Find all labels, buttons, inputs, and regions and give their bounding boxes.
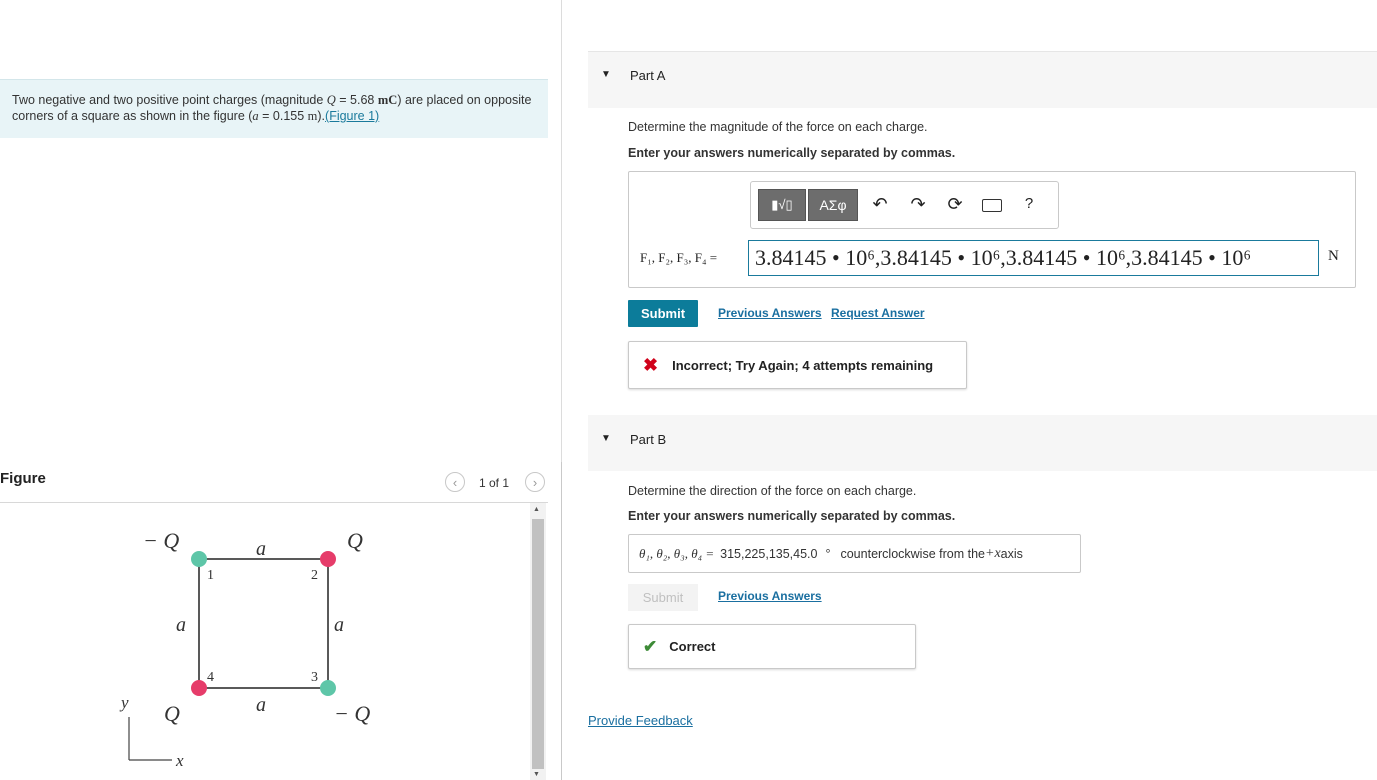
square-outline [199,559,328,688]
chevron-left-icon: ‹ [452,474,458,490]
part-a-answer-input[interactable]: 3.84145 • 10⁶,3.84145 • 10⁶,3.84145 • 10⁶,3.84145 • 10⁶ [748,240,1319,276]
part-b-unit-suffix-before: counterclockwise from the [840,546,985,561]
undo-icon[interactable]: ↶ [872,194,888,214]
part-a-submit-button[interactable]: Submit [628,300,698,327]
part-b-answer-value[interactable]: 315,225,135,45.0 [720,546,818,561]
request-answer-link[interactable]: Request Answer [831,306,925,320]
template-button[interactable]: ▮√▯ [758,189,806,221]
part-b-instruction-bold: Enter your answers numerically separated by commas. [628,509,956,523]
a-unit: m [307,109,318,123]
caret-down-icon[interactable]: ▼ [601,433,611,444]
corner-4-label: 4 [207,670,214,685]
problem-text-part: ). [317,109,326,123]
scroll-down-arrow-icon[interactable]: ▼ [533,771,540,778]
a-value: = 0.155 [258,109,308,123]
chevron-right-icon: › [532,474,538,490]
q-value: = 5.68 [335,93,378,107]
part-b-equation-label: θ₁, θ₂, θ₃, θ₄ = [639,545,715,561]
part-b-feedback [628,624,916,669]
charge-3-dot [320,680,336,696]
axis-y-label: y [121,693,129,712]
figure-pager: 1 of 1 [479,476,510,490]
top-left-charge-label: − Q [143,528,180,553]
part-a-unit: N [1328,248,1339,264]
side-left-label: a [176,614,186,636]
figure-scrollbar-thumb[interactable] [532,519,544,769]
part-a-feedback [628,341,967,389]
check-mark-icon: ✔ [643,636,658,656]
part-a-header[interactable] [588,51,1377,108]
problem-text-part: ) are placed on opposite corners of a square as shown in the figure ( [12,93,532,123]
scroll-up-arrow-icon[interactable]: ▲ [533,506,540,513]
greek-symbols-button[interactable]: ΑΣφ [808,189,858,221]
reset-icon[interactable]: ⟳ [947,194,963,214]
part-a-instruction-bold: Enter your answers numerically separated by commas. [628,146,956,160]
a-symbol: a [252,109,259,123]
charge-1-dot [191,551,207,567]
part-a-instruction: Determine the magnitude of the force on each charge. [628,120,928,134]
charge-square-figure [0,503,530,780]
x-mark-icon: ✖ [643,354,659,375]
column-divider-lower [561,462,562,780]
provide-feedback-link[interactable]: Provide Feedback [588,713,693,728]
bottom-left-charge-label: Q [164,701,180,726]
next-figure-button[interactable] [525,472,545,492]
part-b-previous-answers-link[interactable]: Previous Answers [718,589,822,603]
q-unit: mC [377,93,398,107]
caret-down-icon[interactable]: ▼ [601,69,611,80]
q-symbol: Q [326,93,336,107]
part-a-previous-answers-link[interactable]: Previous Answers [718,306,822,320]
problem-text-part: Two negative and two positive point charges (magnitude [12,93,327,107]
problem-statement [12,92,532,124]
corner-1-label: 1 [207,568,214,583]
part-b-submit-button[interactable]: Submit [628,584,698,611]
charge-2-dot [320,551,336,567]
part-b-label[interactable]: Part B [630,432,667,447]
previous-figure-button[interactable] [445,472,465,492]
part-a-label[interactable]: Part A [630,68,666,83]
part-b-unit: ° [825,546,831,561]
help-button[interactable]: ? [1024,195,1034,212]
part-b-header[interactable] [588,415,1377,471]
redo-icon[interactable]: ↷ [910,194,926,214]
figure-title: Figure [0,470,46,487]
corner-3-label: 3 [311,670,318,685]
part-a-equation-label: F₁, F₂, F₃, F₄ = [640,250,718,265]
top-right-charge-label: Q [347,528,363,553]
corner-2-label: 2 [311,568,318,583]
side-top-label: a [256,538,266,560]
part-b-unit-suffix-after: axis [1000,546,1023,561]
part-b-unit-suffix-symbol: +x [985,545,1001,561]
side-right-label: a [334,614,344,636]
keyboard-icon[interactable] [982,199,1002,212]
side-bottom-label: a [256,694,266,716]
charge-4-dot [191,680,207,696]
bottom-right-charge-label: − Q [334,701,371,726]
part-b-instruction: Determine the direction of the force on each charge. [628,484,917,498]
part-a-feedback-text: Incorrect; Try Again; 4 attempts remaining [672,357,934,373]
figure-link[interactable]: (Figure 1) [325,109,380,123]
axis-x-label: x [176,751,184,770]
part-b-feedback-text: Correct [669,639,716,654]
part-b-answer-box [628,534,1081,573]
